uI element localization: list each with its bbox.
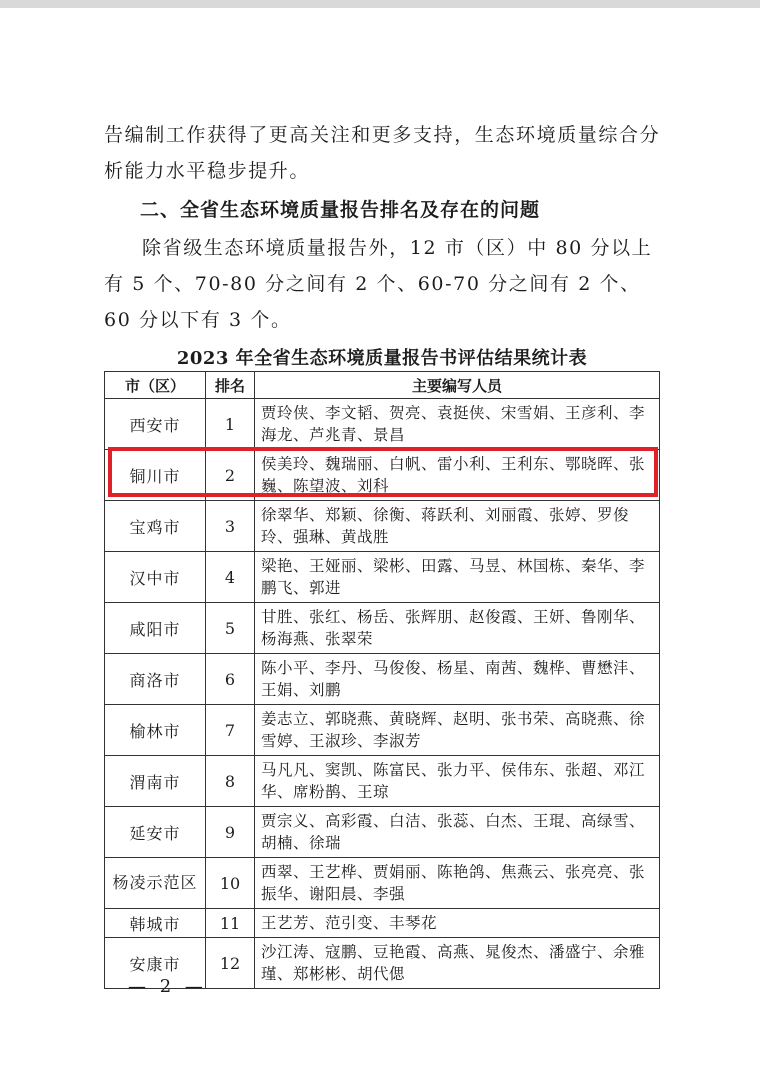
table-row	[105, 909, 660, 938]
table-row	[105, 552, 660, 603]
members-cell: 梁艳、王娅丽、梁彬、田露、马昱、林国栋、秦华、李鹏飞、郭进	[255, 552, 660, 603]
table-title: 2023 年全省生态环境质量报告书评估结果统计表	[176, 348, 588, 369]
rank-cell: 6	[206, 654, 255, 705]
city-cell: 西安市	[105, 399, 206, 450]
table-row	[105, 399, 660, 450]
members-cell: 徐翠华、郑颖、徐衡、蒋跃利、刘丽霞、张婷、罗俊玲、强琳、黄战胜	[255, 501, 660, 552]
highlight-box	[108, 447, 658, 497]
header-city: 市（区）	[105, 372, 206, 399]
city-cell: 杨凌示范区	[105, 858, 206, 909]
city-cell: 延安市	[105, 807, 206, 858]
members-cell: 西翠、王艺桦、贾娟丽、陈艳鸽、焦燕云、张亮亮、张振华、谢阳晨、李强	[255, 858, 660, 909]
city-cell: 商洛市	[105, 654, 206, 705]
table-header-row	[105, 372, 660, 399]
city-cell: 宝鸡市	[105, 501, 206, 552]
members-cell: 甘胜、张红、杨岳、张辉朋、赵俊霞、王妍、鲁刚华、杨海燕、张翠荣	[255, 603, 660, 654]
header-members: 主要编写人员	[255, 372, 660, 399]
table-row	[105, 603, 660, 654]
members-cell: 姜志立、郭晓燕、黄晓辉、赵明、张书荣、高晓燕、徐雪婷、王淑珍、李淑芳	[255, 705, 660, 756]
rank-cell: 8	[206, 756, 255, 807]
table-row	[105, 858, 660, 909]
members-cell: 侯美玲、魏瑞丽、白帆、雷小利、王利东、鄂晓晖、张巍、陈望波、刘科	[255, 450, 660, 501]
header-rank: 排名	[206, 372, 255, 399]
members-cell: 贾玲侠、李文韬、贺亮、袁挺侠、宋雪娟、王彦利、李海龙、芦兆青、景昌	[255, 399, 660, 450]
table-row	[105, 501, 660, 552]
city-cell: 铜川市	[105, 450, 206, 501]
rank-cell: 3	[206, 501, 255, 552]
city-cell: 咸阳市	[105, 603, 206, 654]
rank-cell: 10	[206, 858, 255, 909]
city-cell: 汉中市	[105, 552, 206, 603]
city-cell: 安康市	[105, 938, 206, 989]
table-row	[105, 807, 660, 858]
members-cell: 马凡凡、窦凯、陈富民、张力平、侯伟东、张超、邓江华、席粉鹊、王琼	[255, 756, 660, 807]
paragraph-intro: 告编制工作获得了更高关注和更多支持，生态环境质量综合分析能力水平稳步提升。	[104, 124, 661, 182]
rank-cell: 4	[206, 552, 255, 603]
rank-cell: 12	[206, 938, 255, 989]
rank-cell: 2	[206, 450, 255, 501]
rank-cell: 9	[206, 807, 255, 858]
members-cell: 王艺芳、范引变、丰琴花	[255, 909, 660, 938]
paragraph-summary: 除省级生态环境质量报告外，12 市（区）中 80 分以上有 5 个、70-80 分之间有 2 个、60-70 分之间有 2 个、60 分以下有 3 个。	[104, 237, 653, 331]
rank-cell: 1	[206, 399, 255, 450]
table-row	[105, 705, 660, 756]
members-cell: 贾宗义、高彩霞、白洁、张蕊、白杰、王琨、高绿雪、胡楠、徐瑞	[255, 807, 660, 858]
table-row	[105, 654, 660, 705]
members-cell: 陈小平、李丹、马俊俊、杨星、南茜、魏桦、曹懋沣、王娟、刘鹏	[255, 654, 660, 705]
city-cell: 榆林市	[105, 705, 206, 756]
rank-cell: 5	[206, 603, 255, 654]
city-cell: 渭南市	[105, 756, 206, 807]
table-row	[105, 756, 660, 807]
rank-cell: 11	[206, 909, 255, 938]
section-heading: 二、全省生态环境质量报告排名及存在的问题	[140, 199, 541, 221]
top-scan-border	[0, 0, 760, 8]
city-cell: 韩城市	[105, 909, 206, 938]
page-number: — 2 —	[128, 976, 207, 997]
members-cell: 沙江涛、寇鹏、豆艳霞、高燕、晁俊杰、潘盛宁、余雅瑾、郑彬彬、胡代偲	[255, 938, 660, 989]
rank-cell: 7	[206, 705, 255, 756]
